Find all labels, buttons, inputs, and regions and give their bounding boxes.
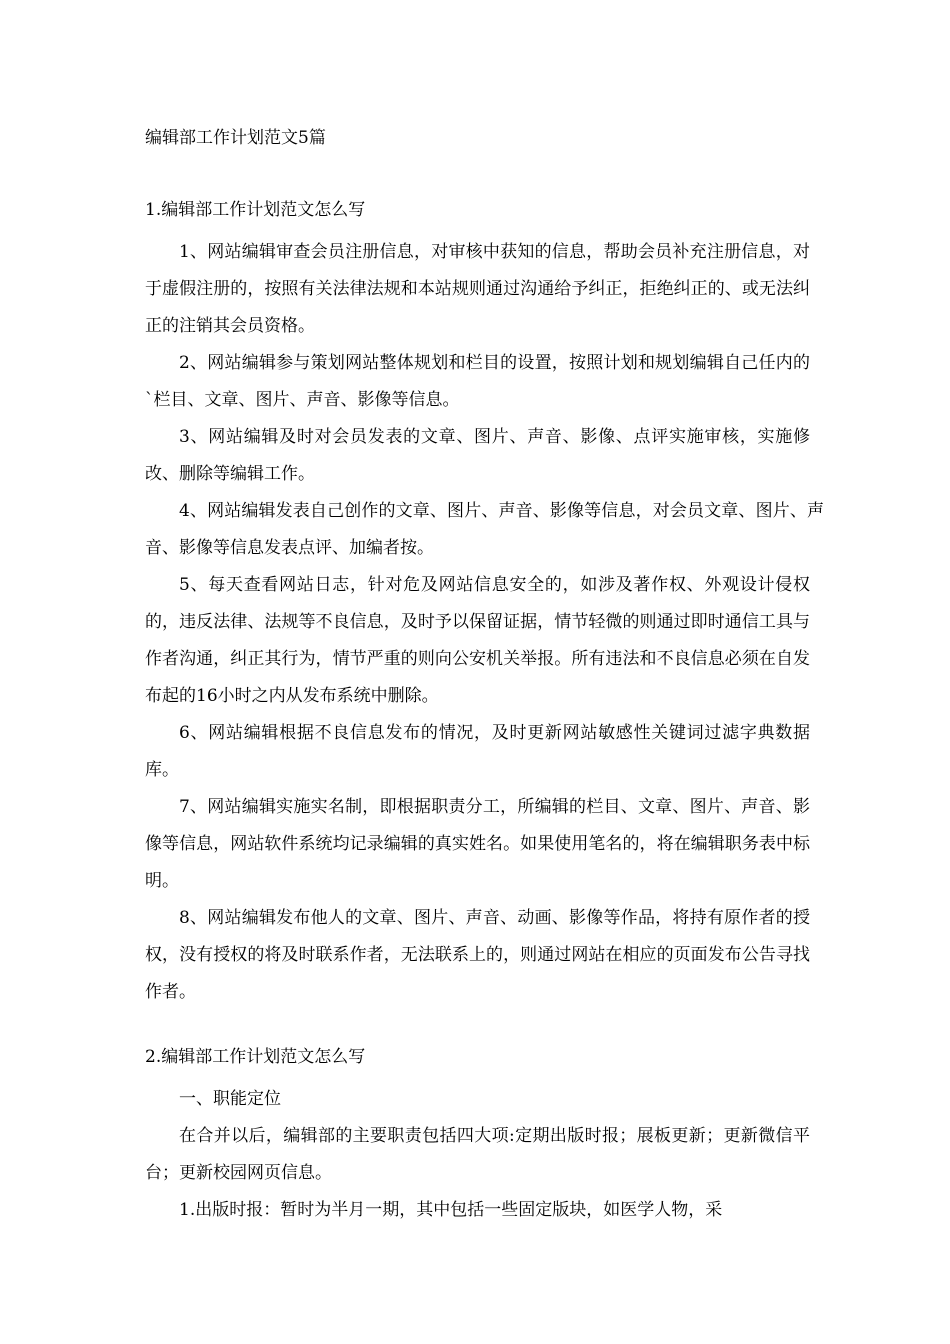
section-heading: 2.编辑部工作计划范文怎么写 <box>145 1047 366 1067</box>
section-1 <box>145 198 824 1011</box>
paragraph: 3、网站编辑及时对会员发表的文章、图片、声音、影像、点评实施审核，实施修改、删除等编辑工作。 <box>145 427 810 484</box>
section-heading: 1.编辑部工作计划范文怎么写 <box>145 200 366 220</box>
paragraph: 1.出版时报：暂时为半月一期，其中包括一些固定版块，如医学人物，采 <box>179 1200 723 1220</box>
paragraph: 6、网站编辑根据不良信息发布的情况，及时更新网站敏感性关键词过滤字典数据库。 <box>145 723 810 780</box>
paragraph: 8、网站编辑发布他人的文章、图片、声音、动画、影像等作品，将持有原作者的授权，没有授权的将及时联系作者，无法联系上的，则通过网站在相应的页面发布公告寻找作者。 <box>145 908 810 1002</box>
paragraph: 一、职能定位 <box>179 1089 281 1109</box>
paragraph: 1、网站编辑审查会员注册信息，对审核中获知的信息，帮助会员补充注册信息，对于虚假注册的，按照有关法律法规和本站规则通过沟通给予纠正，拒绝纠正的、或无法纠正的注销其会员资格。 <box>145 242 810 336</box>
document-title: 编辑部工作计划范文5篇 <box>145 128 326 148</box>
paragraph: 2、网站编辑参与策划网站整体规划和栏目的设置，按照计划和规划编辑自己任内的`栏目、文章、图片、声音、影像等信息。 <box>145 353 810 410</box>
section-2 <box>145 1045 810 1229</box>
paragraph: 5、每天查看网站日志，针对危及网站信息安全的，如涉及著作权、外观设计侵权的，违反法律、法规等不良信息，及时予以保留证据，情节轻微的则通过即时通信工具与作者沟通，纠正其行为，情节严重的则向公安机关举报。所有违法和不良信息必须在自发布起的16小时之内从发布系统中删除。 <box>145 575 810 706</box>
paragraph: 4、网站编辑发表自己创作的文章、图片、声音、影像等信息，对会员文章、图片、声音、影像等信息发表点评、加编者按。 <box>145 501 824 558</box>
paragraph: 在合并以后，编辑部的主要职责包括四大项:定期出版时报；展板更新；更新微信平台；更新校园网页信息。 <box>145 1126 810 1183</box>
paragraph: 7、网站编辑实施实名制，即根据职责分工，所编辑的栏目、文章、图片、声音、影像等信息，网站软件系统均记录编辑的真实姓名。如果使用笔名的，将在编辑职务表中标明。 <box>145 797 810 891</box>
